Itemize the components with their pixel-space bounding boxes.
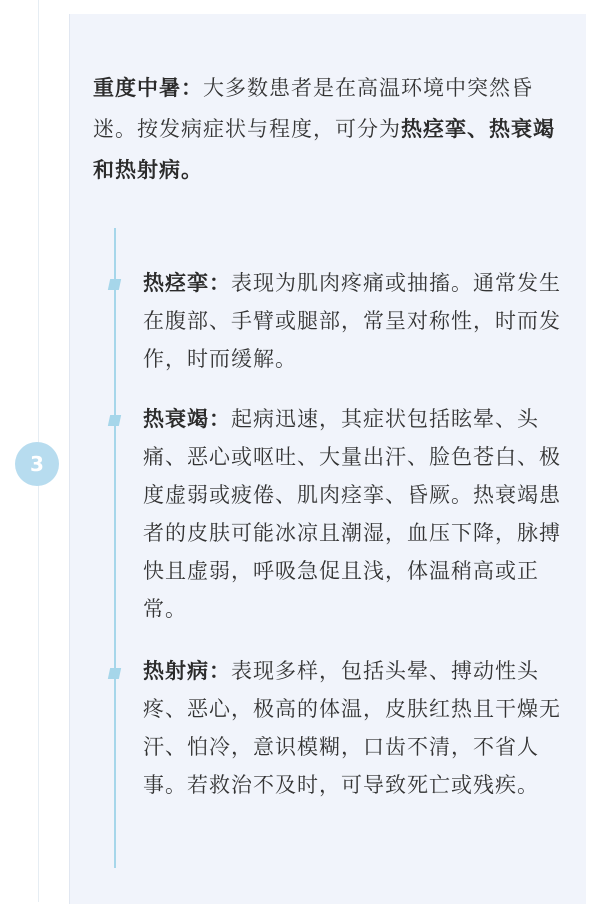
bullet-marker (108, 668, 121, 679)
entry-heat-exhaustion (143, 400, 561, 628)
entry-text: 起病迅速，其症状包括眩晕、头痛、恶心或呕吐、大量出汗、脸色苍白、极度虚弱或疲倦、肌肉痉挛、昏厥。热衰竭患者的皮肤可能冰凉且潮湿，血压下降，脉搏快且虚弱，呼吸急促且浅，体温稍高或正常。 (143, 407, 561, 621)
entry-text: 表现为肌肉疼痛或抽搐。通常发生在腹部、手臂或腿部，常呈对称性，时而发作，时而缓解。 (143, 271, 561, 371)
intro-highlight: 热痉挛、热衰竭和热射病。 (93, 117, 555, 182)
step-number-badge: 3 (15, 442, 59, 486)
intro-text: 大多数患者是在高温环境中突然昏迷。按发病症状与程度，可分为 (93, 76, 533, 141)
bullet-marker (108, 415, 121, 426)
intro-label: 重度中暑： (93, 76, 203, 100)
entry-heat-cramps (143, 264, 561, 378)
entry-label: 热射病： (143, 659, 231, 683)
entry-text: 表现多样，包括头晕、搏动性头疼、恶心，极高的体温，皮肤红热且干燥无汗、怕冷，意识模糊，口齿不清，不省人事。若救治不及时，可导致死亡或残疾。 (143, 659, 561, 797)
entry-heat-stroke (143, 652, 561, 804)
intro-paragraph (93, 68, 568, 191)
entry-label: 热痉挛： (143, 271, 231, 295)
bullet-marker (108, 279, 121, 290)
entry-label: 热衰竭： (143, 407, 231, 431)
bullet-list-line (114, 228, 116, 868)
